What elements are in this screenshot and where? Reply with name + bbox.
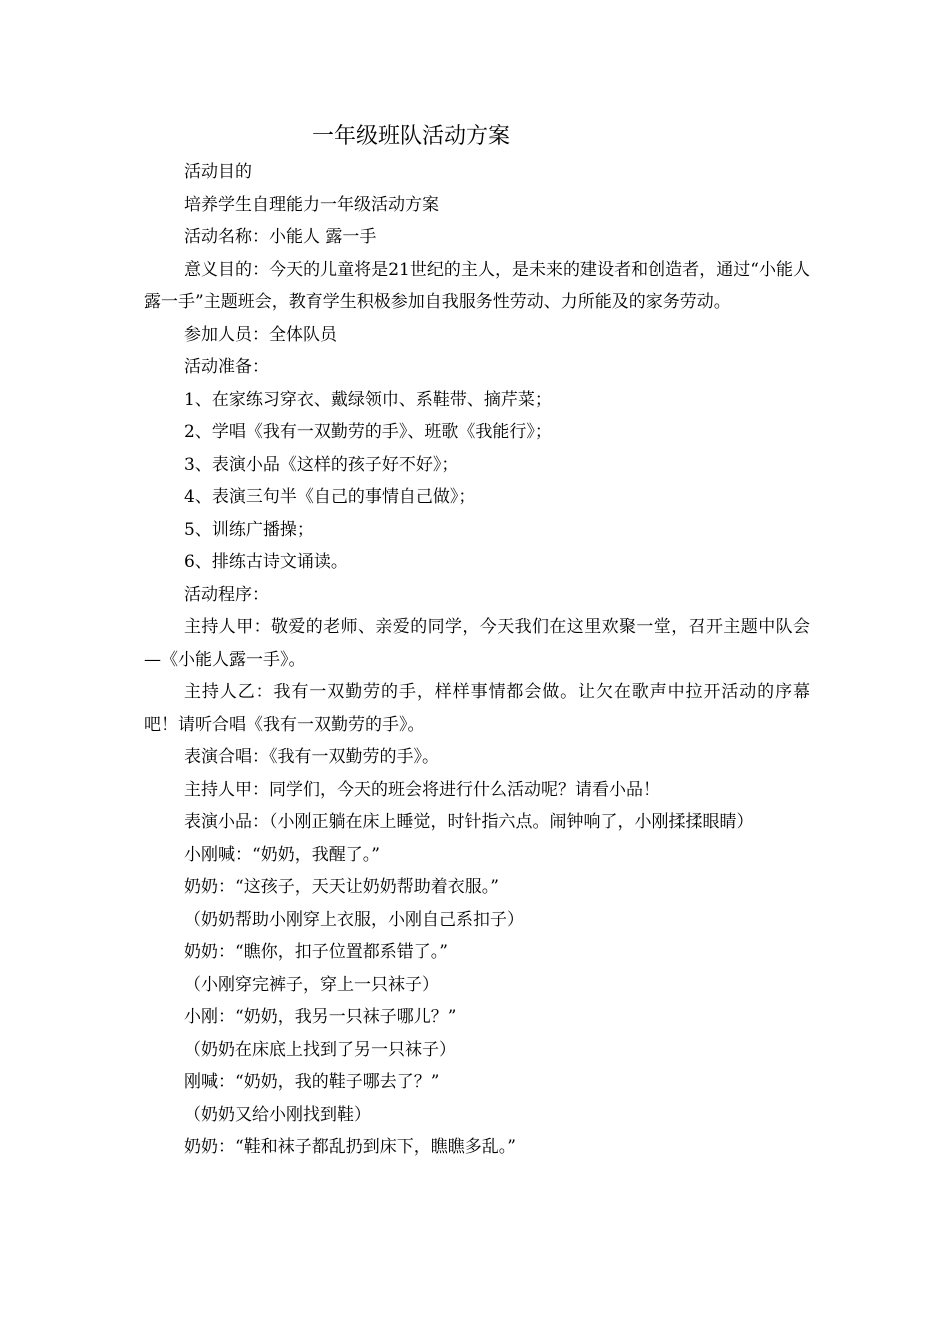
list-item: 2、学唱《我有一双勤劳的手》、班歌《我能行》； [184, 422, 552, 442]
paragraph: 意义目的：今天的儿童将是21世纪的主人，是未来的建设者和创造者，通过“小能人露一手”主题班会，教育学生积极参加自我服务性劳动、力所能及的家务劳动。 [144, 259, 810, 312]
paragraph: 主持人甲：敬爱的老师、亲爱的同学，今天我们在这里欢聚一堂，召开主题中队会—《小能人露一手》。 [144, 617, 810, 670]
paragraph: 活动程序： [184, 584, 269, 605]
paragraph: 表演小品：（小刚正躺在床上睡觉，时针指六点。闹钟响了，小刚揉揉眼睛） [184, 812, 754, 832]
paragraph: 表演合唱：《我有一双勤劳的手》。 [184, 747, 439, 767]
paragraph: 活动名称：小能人 露一手 [184, 227, 377, 247]
paragraph: 奶奶：“这孩子，天天让奶奶帮助着衣服。” [184, 877, 499, 897]
list-item: 1、在家练习穿衣、戴绿领巾、系鞋带、摘芹菜； [184, 389, 552, 410]
list-item: 6、排练古诗文诵读。 [184, 552, 348, 572]
paragraph: 参加人员：全体队员 [184, 324, 337, 345]
paragraph: （奶奶在床底上找到了另一只袜子） [184, 1039, 456, 1060]
document-title: 一年级班队活动方案 [312, 124, 511, 149]
paragraph: （奶奶帮助小刚穿上衣服，小刚自己系扣子） [184, 909, 524, 930]
document-body [144, 156, 810, 1164]
paragraph: （小刚穿完裤子，穿上一只袜子） [184, 974, 439, 995]
paragraph: 培养学生自理能力一年级活动方案 [184, 194, 439, 215]
paragraph: 小刚：“奶奶，我另一只袜子哪儿？” [184, 1007, 457, 1027]
paragraph: 主持人甲：同学们，今天的班会将进行什么活动呢？请看小品！ [184, 779, 660, 800]
list-item: 4、表演三句半《自己的事情自己做》； [184, 487, 476, 507]
paragraph: 小刚喊：“奶奶，我醒了。” [184, 844, 380, 865]
list-item: 3、表演小品《这样的孩子好不好》； [184, 454, 459, 475]
paragraph: 活动目的 [184, 162, 252, 182]
paragraph: 奶奶：“瞧你，扣子位置都系错了。” [184, 942, 448, 962]
paragraph: （奶奶又给小刚找到鞋） [184, 1104, 371, 1125]
paragraph: 刚喊：“奶奶，我的鞋子哪去了？” [184, 1072, 440, 1092]
list-item: 5、训练广播操； [184, 519, 314, 540]
paragraph: 奶奶：“鞋和袜子都乱扔到床下，瞧瞧多乱。” [184, 1137, 516, 1157]
paragraph: 主持人乙：我有一双勤劳的手，样样事情都会做。让欠在歌声中拉开活动的序幕吧！请听合唱《我有一双勤劳的手》。 [144, 682, 810, 735]
paragraph: 活动准备： [184, 357, 269, 377]
